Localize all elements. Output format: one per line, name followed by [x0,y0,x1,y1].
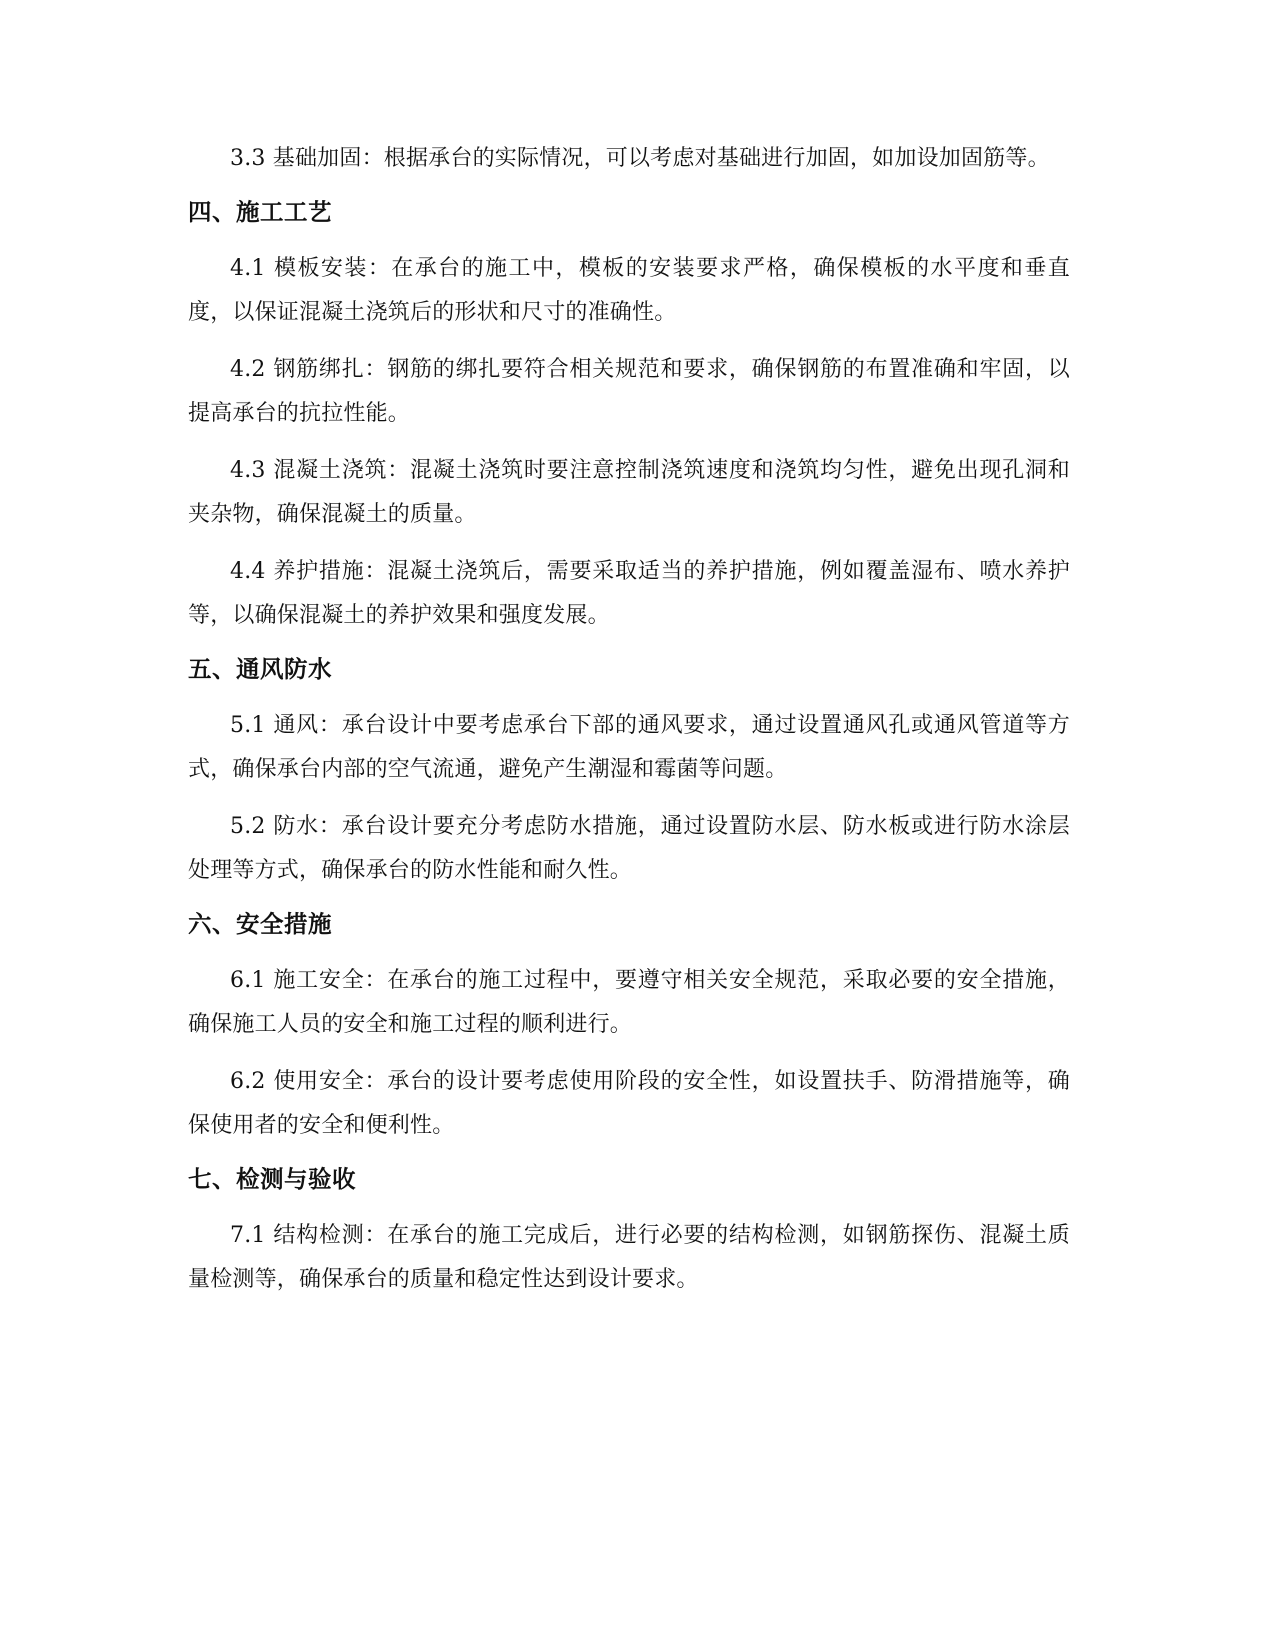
paragraph-4-3: 4.3 混凝土浇筑：混凝土浇筑时要注意控制浇筑速度和浇筑均匀性，避免出现孔洞和夹杂物，确保混凝土的质量。 [188,458,1070,527]
paragraph-6-1: 6.1 施工安全：在承台的施工过程中，要遵守相关安全规范，采取必要的安全措施，确保施工人员的安全和施工过程的顺利进行。 [188,968,1070,1037]
paragraph-5-1: 5.1 通风：承台设计中要考虑承台下部的通风要求，通过设置通风孔或通风管道等方式，确保承台内部的空气流通，避免产生潮湿和霉菌等问题。 [188,713,1070,782]
section-heading-4: 四、施工工艺 [188,198,332,226]
section-heading-5: 五、通风防水 [188,655,332,683]
paragraph-6-2: 6.2 使用安全：承台的设计要考虑使用阶段的安全性，如设置扶手、防滑措施等，确保使用者的安全和便利性。 [188,1069,1070,1138]
paragraph-4-2: 4.2 钢筋绑扎：钢筋的绑扎要符合相关规范和要求，确保钢筋的布置准确和牢固，以提高承台的抗拉性能。 [188,357,1070,426]
paragraph-5-2: 5.2 防水：承台设计要充分考虑防水措施，通过设置防水层、防水板或进行防水涂层处理等方式，确保承台的防水性能和耐久性。 [188,814,1070,883]
section-heading-6: 六、安全措施 [188,910,332,938]
paragraph-7-1: 7.1 结构检测：在承台的施工完成后，进行必要的结构检测，如钢筋探伤、混凝土质量检测等，确保承台的质量和稳定性达到设计要求。 [188,1223,1070,1292]
paragraph-4-4: 4.4 养护措施：混凝土浇筑后，需要采取适当的养护措施，例如覆盖湿布、喷水养护等，以确保混凝土的养护效果和强度发展。 [188,559,1070,628]
document-page [188,137,1070,1315]
paragraph-4-1: 4.1 模板安装：在承台的施工中，模板的安装要求严格，确保模板的水平度和垂直度，以保证混凝土浇筑后的形状和尺寸的准确性。 [188,256,1070,325]
section-heading-7: 七、检测与验收 [188,1165,356,1193]
paragraph-3-3: 3.3 基础加固：根据承台的实际情况，可以考虑对基础进行加固，如加设加固筋等。 [230,146,1050,171]
